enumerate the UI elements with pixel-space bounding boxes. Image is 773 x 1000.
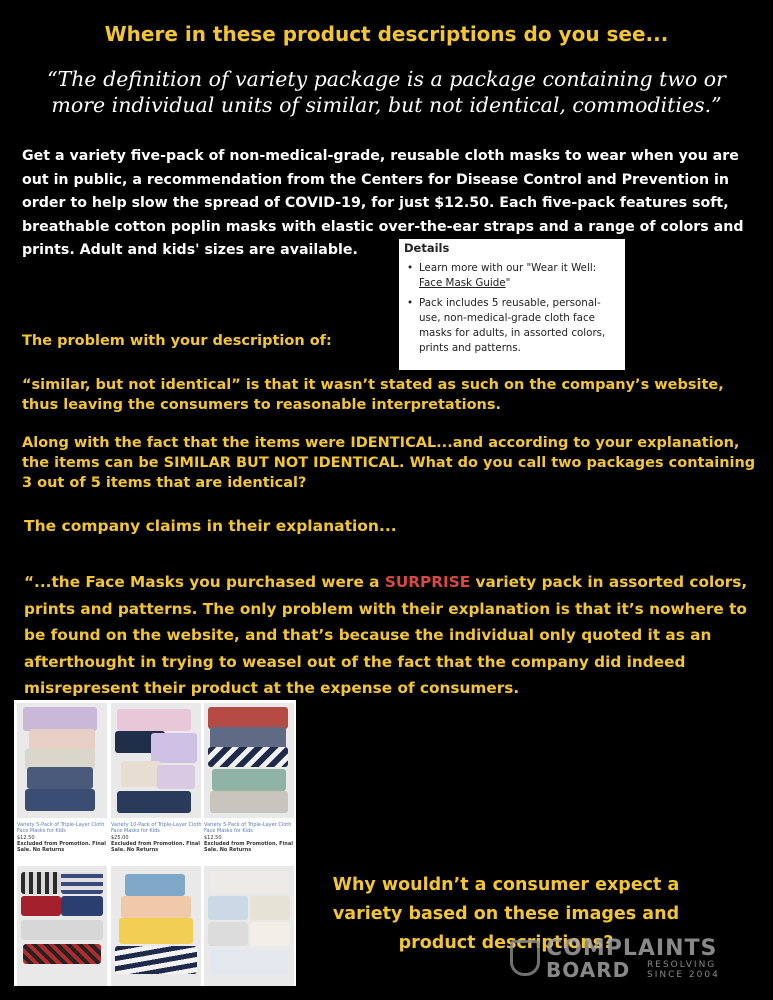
product-caption: [17, 822, 109, 853]
problem-paragraph: “similar, but not identical” is that it wasn’t stated as such on the company’s website, thus leaving the consumers to reasonable interpretations.: [22, 377, 724, 413]
product-image: [204, 703, 294, 818]
product-caption: [204, 822, 296, 853]
details-heading: Details: [404, 241, 450, 255]
product-screenshot-collage: [14, 700, 296, 986]
product-caption: [111, 822, 203, 853]
claims-paragraph: [24, 569, 759, 702]
product-image: [111, 866, 201, 986]
product-price: $25.00: [111, 834, 129, 841]
shield-icon: [510, 940, 540, 976]
claims-text-before: “...the Face Masks you purchased were a: [24, 573, 385, 591]
watermark-logo: [510, 936, 730, 982]
definition-quote: “The definition of variety package is a package containing two or more individual units of similar, but not identical, commodities.”: [47, 67, 726, 117]
page-heading: Where in these product descriptions do you see...: [104, 22, 669, 46]
problem-heading: The problem with your description of:: [22, 333, 332, 349]
watermark-tagline: [647, 960, 720, 980]
details-item-text-end: ": [505, 277, 511, 289]
closing-question: Why wouldn’t a consumer expect a variety based on these images and product descriptions?: [332, 875, 680, 953]
product-name: Variety 5-Pack of Triple-Layer Cloth Face Masks for Kids: [204, 822, 292, 835]
product-note: Excluded from Promotion. Final Sale. No Returns: [17, 840, 106, 854]
claims-text-after: variety pack in assorted colors, prints and patterns. The only problem with their explanation is that it’s nowhere to be found on the website, and that’s because the individual only quoted it as an afterthought in trying to weasel out of the fact that the company did indeed misrepresent their product at the expense of consumers.: [24, 573, 748, 697]
product-description: Get a variety five-pack of non-medical-grade, reusable cloth masks to wear when you are out in public, a recommendation from the Centers for Disease Control and Prevention in order to help slow the spread of COVID-19, for just $12.50. Each five-pack features soft, breathable cotton poplin masks with elastic over-the-ear straps and a range of colors and prints. Adult and kids' sizes are available.: [22, 148, 744, 258]
watermark-line2: BOARD: [546, 958, 631, 982]
details-list: [399, 261, 625, 361]
identical-paragraph: Along with the fact that the items were IDENTICAL...and according to your explanation, the items can be SIMILAR BUT NOT IDENTICAL. What do you call two packages containing 3 out of 5 items that are identical?: [22, 435, 756, 491]
product-note: Excluded from Promotion. Final Sale. No Returns: [204, 840, 293, 854]
details-item-pack: • Pack includes 5 reusable, personal-use, non-medical-grade cloth face masks for adults, in assorted colors, prints and patterns.: [419, 296, 619, 356]
watermark-tag1: RESOLVING: [647, 960, 717, 970]
product-price: $12.50: [204, 834, 222, 841]
product-image: [17, 866, 107, 986]
watermark-line1: COMPLAINTS: [546, 936, 718, 961]
product-price: $12.50: [17, 834, 35, 841]
product-image: [17, 703, 107, 818]
product-image: [111, 703, 201, 818]
product-name: Variety 5-Pack of Triple-Layer Cloth Face Masks for Kids: [17, 822, 105, 835]
details-panel: [399, 239, 625, 370]
watermark-tag2: SINCE 2004: [647, 970, 720, 980]
product-note: Excluded from Promotion. Final Sale. No Returns: [111, 840, 200, 854]
product-image: [204, 866, 294, 986]
details-item-text: Learn more with our "Wear it Well:: [419, 262, 597, 274]
surprise-highlight: SURPRISE: [384, 573, 471, 591]
product-name: Variety 10-Pack of Triple-Layer Cloth Face Masks for Kids: [111, 822, 202, 835]
face-mask-guide-link[interactable]: Face Mask Guide: [419, 277, 506, 289]
claims-heading: The company claims in their explanation...: [24, 517, 397, 535]
details-item-guide: [419, 261, 619, 291]
